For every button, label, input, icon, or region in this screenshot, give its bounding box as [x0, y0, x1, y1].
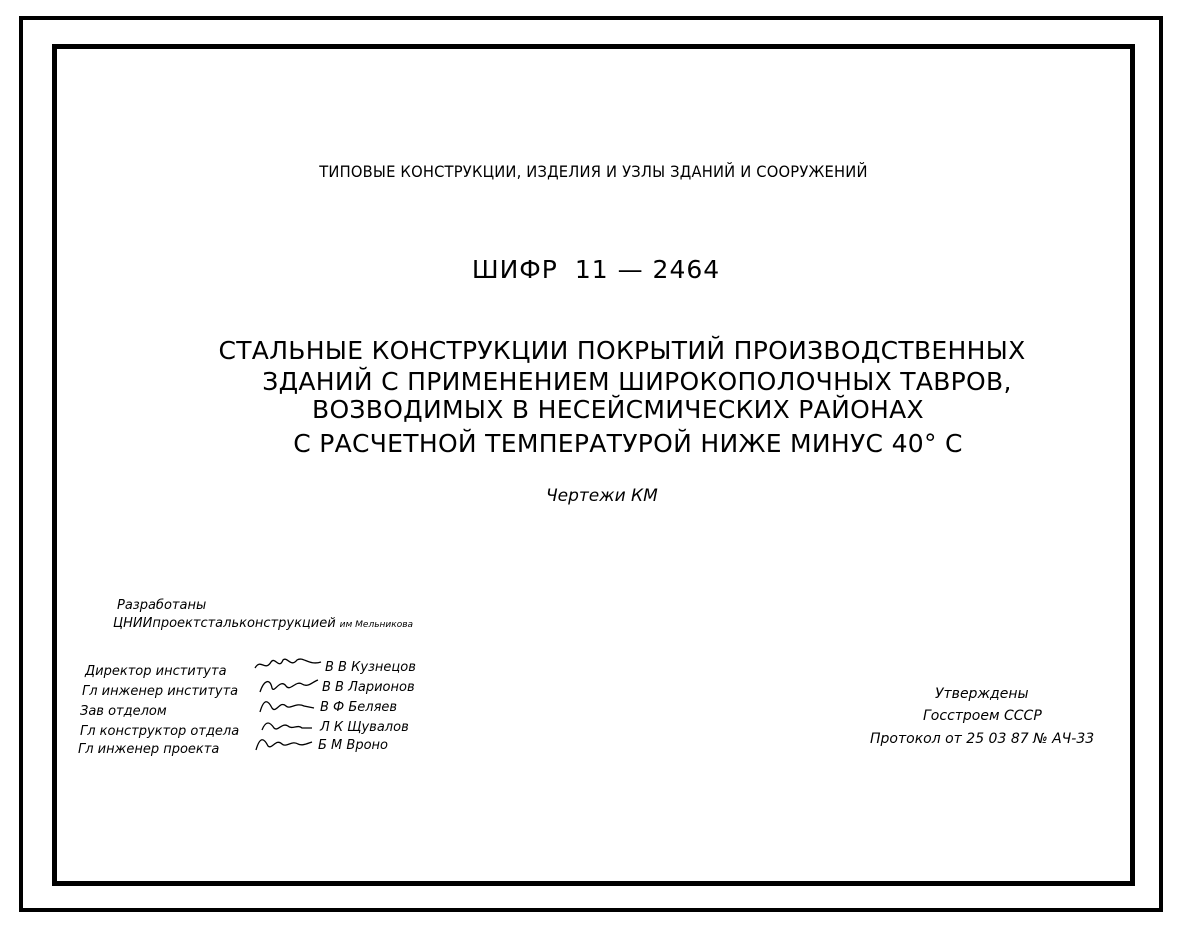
approved-by: Госстроем СССР: [923, 708, 1042, 724]
staff-row: [80, 720, 409, 739]
staff-row: [85, 660, 416, 679]
staff-row: [80, 700, 398, 719]
staff-name: В Ф Беляев: [320, 700, 398, 715]
developer-org: [113, 616, 413, 631]
signature-3: [248, 694, 318, 716]
code-label: ШИФР: [471, 255, 558, 284]
approved-label: Утверждены: [935, 686, 1029, 702]
title-line-2: ЗДАНИЙ С ПРИМЕНЕНИЕМ ШИРОКОПОЛОЧНЫХ ТАВРОВ,: [262, 367, 1012, 396]
staff-role: Гл конструктор отдела: [80, 724, 240, 739]
developer-org-name: ЦНИИпроектстальконструкцией: [113, 616, 336, 631]
title-line-1: СТАЛЬНЫЕ КОНСТРУКЦИИ ПОКРЫТИЙ ПРОИЗВОДСТВЕННЫХ: [218, 336, 1026, 365]
staff-role: Зав отделом: [80, 704, 167, 719]
code-number: 11 — 2464: [574, 255, 721, 284]
staff-row: [82, 680, 415, 699]
signature-1: [253, 654, 323, 676]
title-line-4: С РАСЧЕТНОЙ ТЕМПЕРАТУРОЙ НИЖЕ МИНУС 40° С: [293, 429, 963, 458]
title-line-3: ВОЗВОДИМЫХ В НЕСЕЙСМИЧЕСКИХ РАЙОНАХ: [312, 395, 924, 424]
staff-name: Б М Вроно: [318, 738, 388, 753]
developed-label: Разработаны: [117, 598, 207, 613]
approval-protocol: Протокол от 25 03 87 № АЧ-33: [870, 731, 1095, 747]
staff-name: В В Ларионов: [322, 680, 415, 695]
signature-5: [246, 732, 316, 754]
staff-row: [78, 738, 388, 757]
staff-role: Гл инженер проекта: [78, 742, 220, 757]
staff-name: Л К Щувалов: [320, 720, 409, 735]
signature-2: [250, 674, 320, 696]
staff-role: Директор института: [85, 664, 227, 679]
series-title: ТИПОВЫЕ КОНСТРУКЦИИ, ИЗДЕЛИЯ И УЗЛЫ ЗДАНИЙ И СООРУЖЕНИЙ: [319, 162, 868, 181]
staff-role: Гл инженер института: [82, 684, 239, 699]
staff-name: В В Кузнецов: [325, 660, 416, 675]
code-heading: [0, 255, 1184, 284]
drawings-subtitle: Чертежи КМ: [546, 486, 658, 506]
developer-org-suffix: им Мельникова: [339, 620, 414, 630]
